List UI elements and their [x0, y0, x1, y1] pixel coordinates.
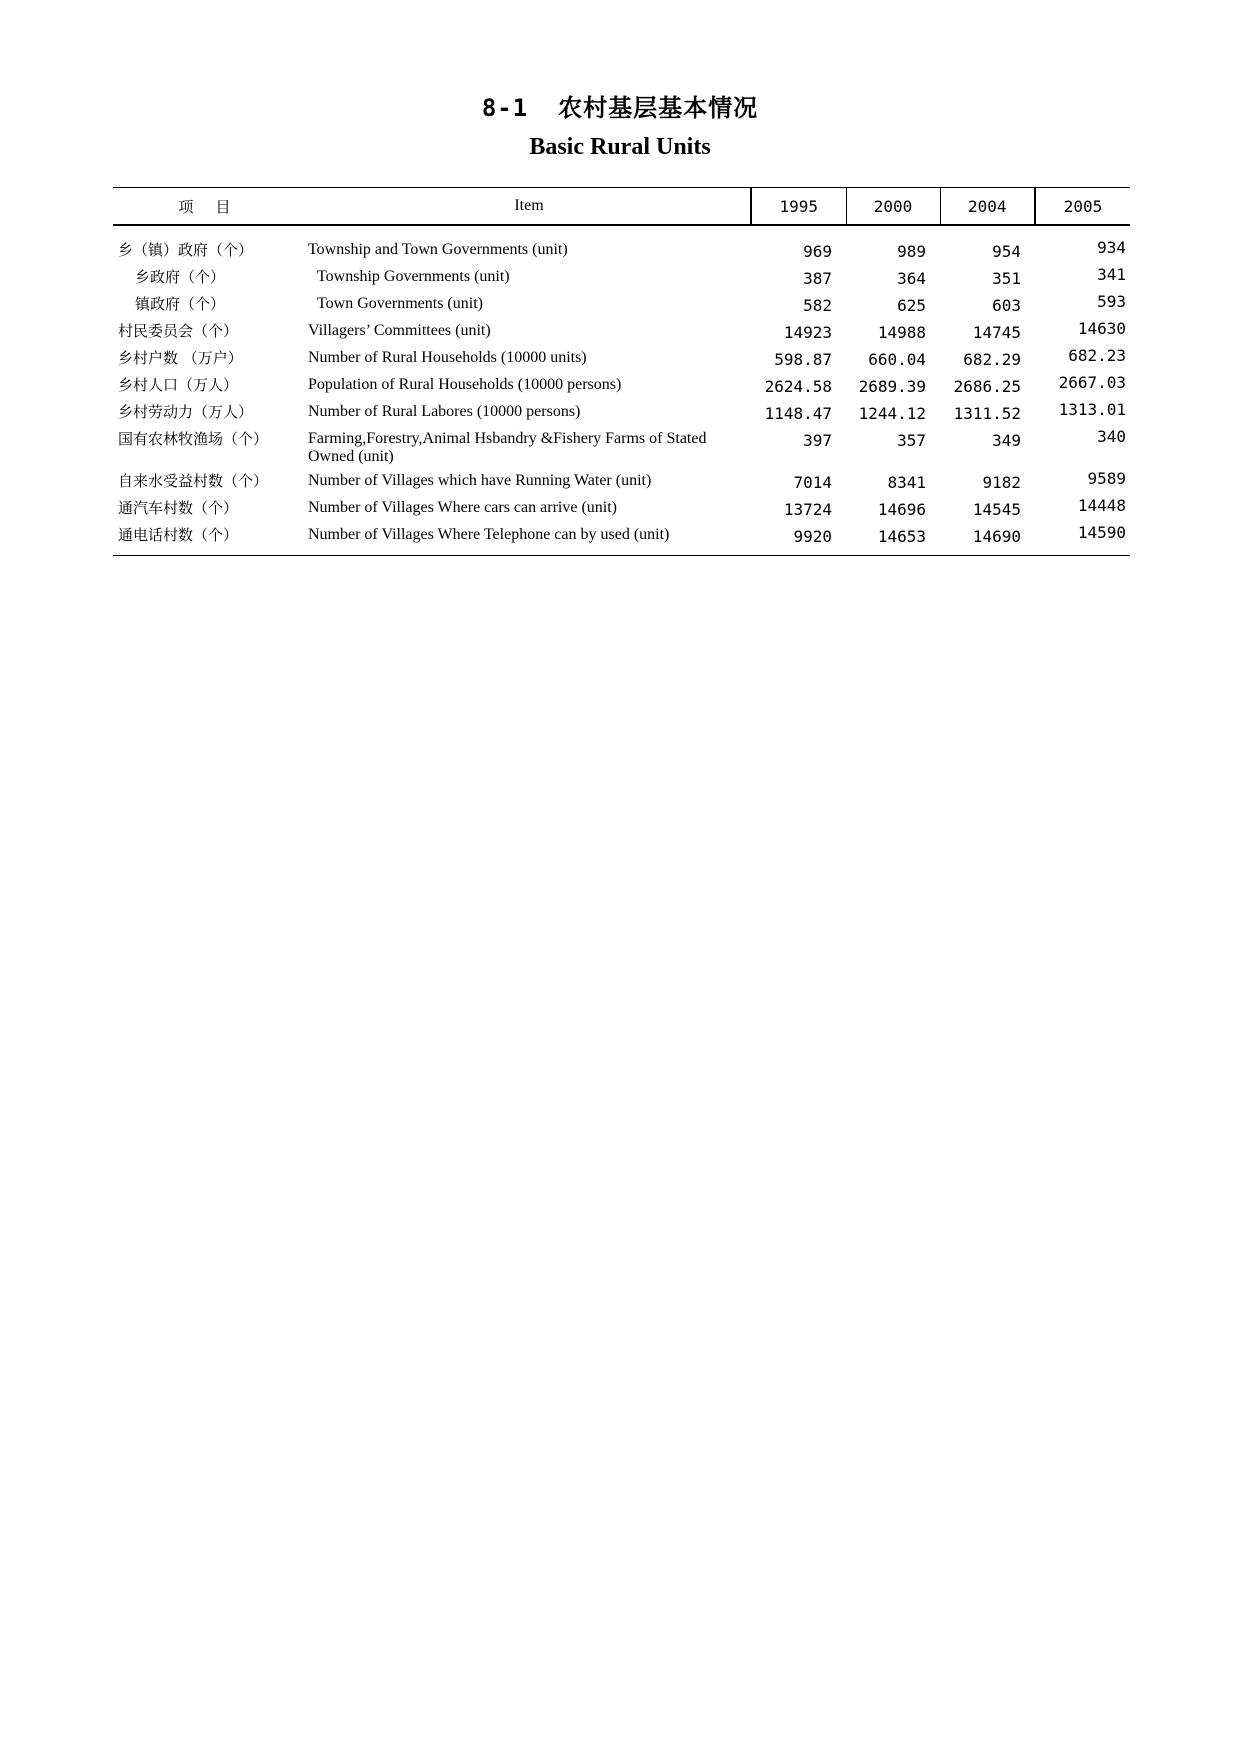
row-value: 387 — [803, 269, 832, 288]
row-value: 660.04 — [868, 350, 926, 369]
row-value: 14745 — [972, 323, 1021, 342]
row-value: 2686.25 — [953, 377, 1021, 396]
row-label-en: Villagers’ Committees (unit) — [308, 322, 491, 339]
row-value: 1313.01 — [1058, 400, 1126, 419]
header-year: 2004 — [940, 188, 1035, 226]
row-value: 14690 — [972, 527, 1021, 546]
page-title-cn — [0, 88, 1240, 123]
row-value: 8341 — [887, 473, 926, 492]
table-row — [113, 469, 1130, 496]
row-label-en: Town Governments (unit) — [317, 295, 483, 312]
row-label-en: Township Governments (unit) — [317, 268, 510, 285]
table-row — [113, 265, 1130, 292]
row-value: 14630 — [1077, 319, 1126, 338]
row-value: 1311.52 — [953, 404, 1021, 423]
row-value: 364 — [897, 269, 926, 288]
row-label-cn: 通汽车村数（个） — [118, 499, 239, 517]
row-value: 397 — [803, 431, 832, 450]
row-value: 1148.47 — [764, 404, 832, 423]
row-value: 14448 — [1077, 496, 1126, 515]
rural-units-table-container — [113, 187, 1130, 556]
row-value: 9182 — [982, 473, 1021, 492]
row-label-en: Number of Rural Labores (10000 persons) — [308, 403, 581, 420]
row-value: 598.87 — [774, 350, 832, 369]
row-value: 969 — [803, 242, 832, 261]
row-value: 1244.12 — [858, 404, 926, 423]
row-value: 9920 — [793, 527, 832, 546]
row-label-cn: 镇政府（个） — [135, 295, 226, 313]
row-label-cn: 自来水受益村数（个） — [118, 472, 269, 490]
row-label-cn: 乡村户数 （万户） — [118, 349, 243, 367]
row-label-en: Number of Rural Households (10000 units) — [308, 349, 587, 366]
row-value: 954 — [992, 242, 1021, 261]
row-value: 989 — [897, 242, 926, 261]
row-value: 340 — [1097, 427, 1126, 446]
table-row — [113, 238, 1130, 265]
row-value: 14696 — [877, 500, 926, 519]
row-label-cn: 乡政府（个） — [135, 268, 226, 286]
table-row — [113, 292, 1130, 319]
table-header-row — [113, 188, 1130, 226]
row-value: 582 — [803, 296, 832, 315]
header-item-en: Item — [308, 188, 751, 226]
table-row — [113, 427, 1130, 469]
row-value: 2624.58 — [764, 377, 832, 396]
row-value: 9589 — [1087, 469, 1126, 488]
row-value: 357 — [897, 431, 926, 450]
row-value: 934 — [1097, 238, 1126, 257]
header-year: 2000 — [846, 188, 940, 226]
row-label-cn: 村民委员会（个） — [118, 322, 239, 340]
row-value: 625 — [897, 296, 926, 315]
title-cn-text: 农村基层基本情况 — [558, 94, 759, 122]
row-value: 351 — [992, 269, 1021, 288]
page-title-en: Basic Rural Units — [529, 134, 711, 160]
row-label-en: Number of Villages Where cars can arrive (unit) — [308, 499, 617, 516]
row-label-cn: 国有农林牧渔场（个） — [118, 430, 269, 448]
row-value: 14590 — [1077, 523, 1126, 542]
row-value: 593 — [1097, 292, 1126, 311]
row-value: 349 — [992, 431, 1021, 450]
row-label-en: Number of Villages Where Telephone can by used (unit) — [308, 526, 670, 543]
row-label-en: Township and Town Governments (unit) — [308, 241, 568, 258]
row-value: 2667.03 — [1058, 373, 1126, 392]
row-value: 341 — [1097, 265, 1126, 284]
row-label-cn: 乡（镇）政府（个） — [118, 241, 254, 259]
row-value: 2689.39 — [858, 377, 926, 396]
header-year: 1995 — [751, 188, 846, 226]
row-value: 7014 — [793, 473, 832, 492]
table-number: 8-1 — [481, 94, 529, 122]
row-value: 682.29 — [963, 350, 1021, 369]
row-value: 14545 — [972, 500, 1021, 519]
table-row — [113, 496, 1130, 523]
row-label-cn: 乡村人口（万人） — [118, 376, 239, 394]
row-value: 682.23 — [1068, 346, 1126, 365]
table-row — [113, 373, 1130, 400]
row-value: 14653 — [877, 527, 926, 546]
row-value: 13724 — [783, 500, 832, 519]
header-year: 2005 — [1035, 188, 1130, 226]
row-value: 14988 — [877, 323, 926, 342]
rural-units-table — [113, 187, 1130, 556]
table-body — [113, 225, 1130, 556]
row-label-cn: 通电话村数（个） — [118, 526, 239, 544]
row-label-cn: 乡村劳动力（万人） — [118, 403, 254, 421]
table-row — [113, 346, 1130, 373]
row-label-en: Population of Rural Households (10000 persons) — [308, 376, 622, 393]
table-row — [113, 400, 1130, 427]
row-value: 603 — [992, 296, 1021, 315]
table-row — [113, 319, 1130, 346]
header-item-cn: 项目 — [113, 188, 308, 226]
row-label-en: Number of Villages which have Running Water (unit) — [308, 472, 652, 489]
table-row — [113, 523, 1130, 556]
row-label-en: Farming,Forestry,Animal Hsbandry &Fishery Farms of Stated Owned (unit) — [308, 430, 707, 465]
row-value: 14923 — [783, 323, 832, 342]
